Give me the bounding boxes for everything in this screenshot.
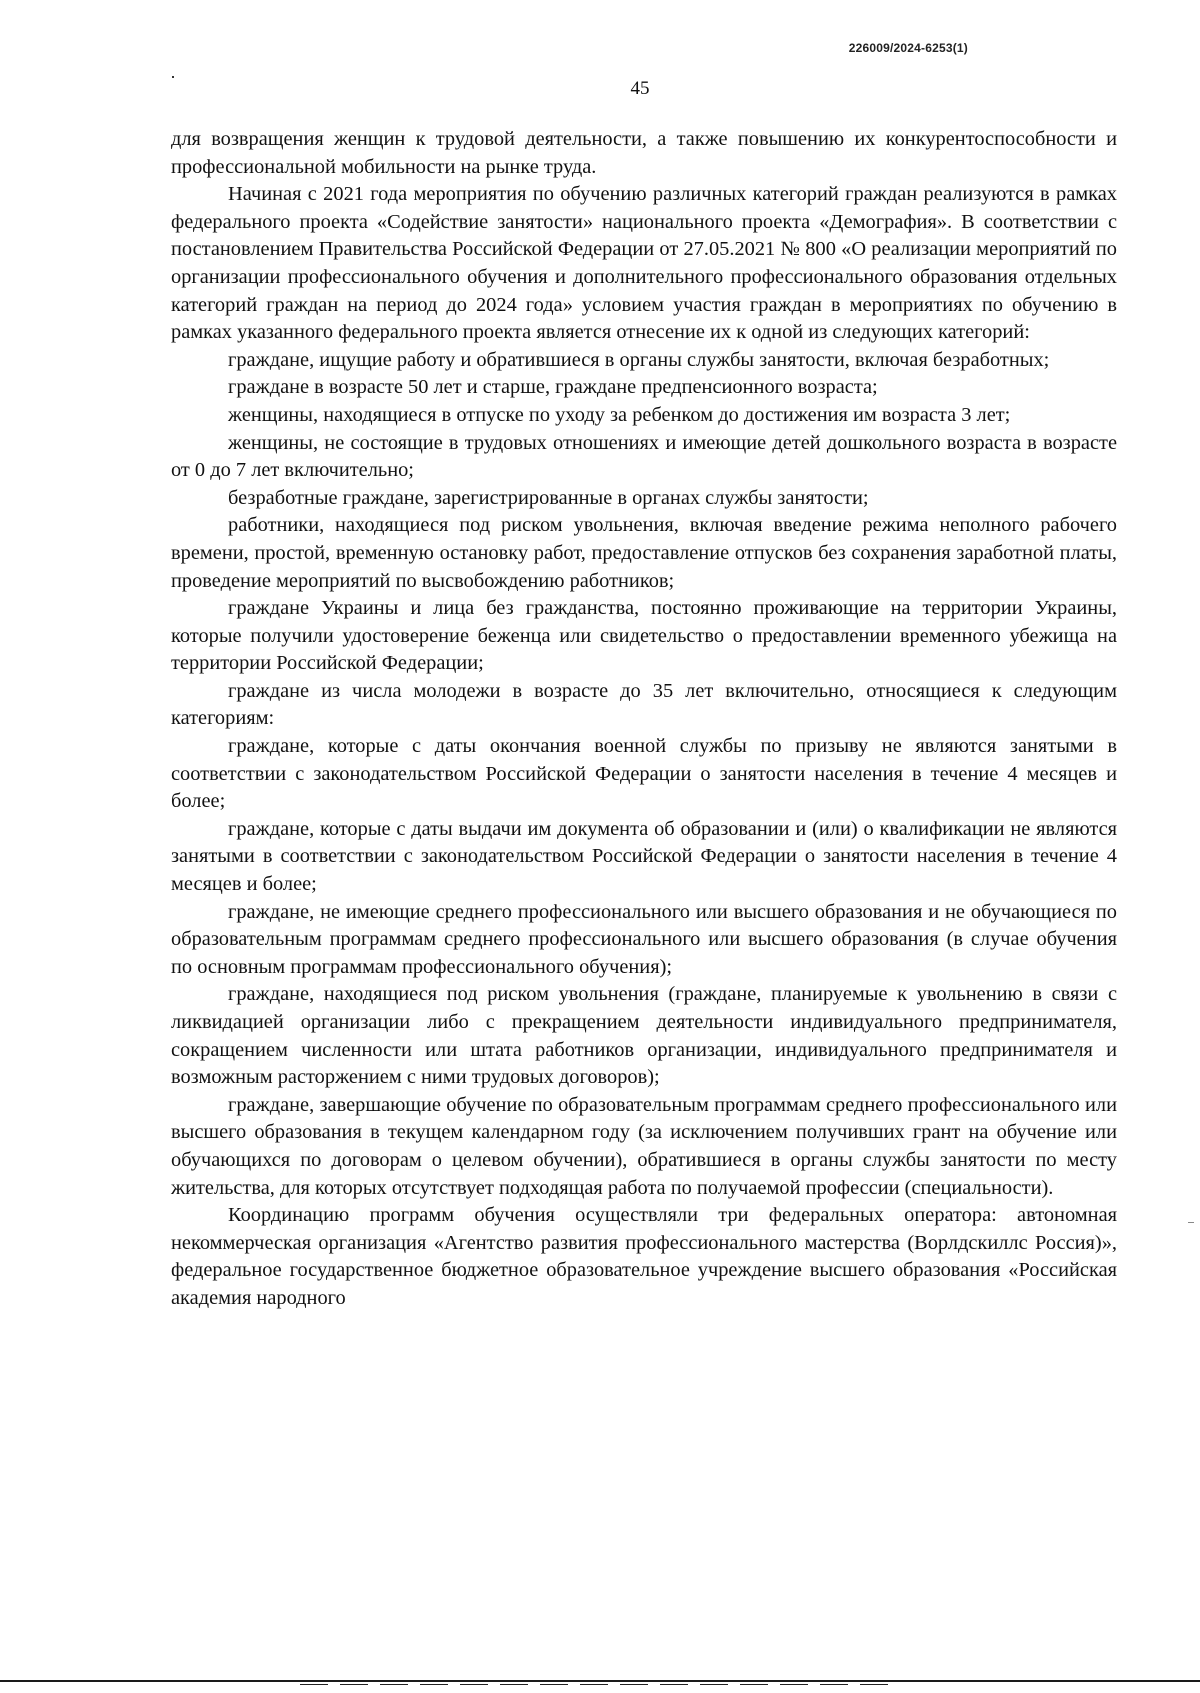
list-item: женщины, находящиеся в отпуске по уходу за ребенком до достижения им возраста 3 лет; (228, 403, 1011, 426)
scan-bottom-line (0, 1680, 1200, 1682)
list-item: граждане, завершающие обучение по образовательным программам среднего профессионального или высшего образования в текущем календарном году (за исключением получивших грант на обучение или обучающихся по договорам о целевом обучении), обратившиеся в органы службы занятости по месту жительства, для которых отсутствует подходящая работа по получаемой профессии (специальности). (171, 1093, 1117, 1199)
body-text (171, 126, 1117, 1313)
document-id: 226009/2024-6253(1) (848, 41, 968, 55)
list-item: граждане, находящиеся под риском увольнения (граждане, планируемые к увольнению в связи с ликвидацией организации либо с прекращением деятельности индивидуального предпринимателя, сокращением численности или штата работников организации, индивидуального предпринимателя и возможным расторжением с ними трудовых договоров); (171, 983, 1117, 1089)
list-item: женщины, не состоящие в трудовых отношениях и имеющие детей дошкольного возраста в возрасте от 0 до 7 лет включительно; (171, 431, 1117, 482)
scan-edge-mark (1188, 1222, 1194, 1223)
list-item: работники, находящиеся под риском увольнения, включая введение режима неполного рабочего времени, простой, временную остановку работ, предоставление отпусков без сохранения заработной платы, проведение мероприятий по высвобождению работников; (171, 514, 1117, 592)
list-item: граждане, ищущие работу и обратившиеся в органы службы занятости, включая безработных; (228, 348, 1050, 371)
paragraph: Начиная с 2021 года мероприятия по обучению различных категорий граждан реализуются в рамках федерального проекта «Содействие занятости» национального проекта «Демография». В соответствии с постановлением Правительства Российской Федерации от 27.05.2021 № 800 «О реализации мероприятий по организации профессионального обучения и дополнительного профессионального образования отдельных категорий граждан на период до 2024 года» условием участия граждан в мероприятиях по обучению в рамках указанного федерального проекта является отнесение их к одной из следующих категорий: (171, 183, 1117, 344)
scan-bottom-dashes (300, 1684, 900, 1685)
paragraph: для возвращения женщин к трудовой деятельности, а также повышению их конкурентоспособности и профессиональной мобильности на рынке труда. (171, 128, 1117, 178)
paragraph: Координацию программ обучения осуществляли три федеральных оператора: автономная некоммерческая организация «Агентство развития профессионального мастерства (Ворлдскиллс Россия)», федеральное государственное бюджетное образовательное учреждение высшего образования «Российская академия народного (171, 1204, 1117, 1309)
list-item: граждане Украины и лица без гражданства, постоянно проживающие на территории Украины, которые получили удостоверение беженца или свидетельство о предоставлении временного убежища на территории Российской Федерации; (171, 597, 1117, 675)
list-item: граждане, которые с даты выдачи им документа об образовании и (или) о квалификации не являются занятыми в соответствии с законодательством Российской Федерации о занятости населения в течение 4 месяцев и более; (171, 817, 1117, 896)
page-number: 45 (630, 78, 650, 99)
list-item: граждане из числа молодежи в возрасте до 35 лет включительно, относящиеся к следующим категориям: (171, 679, 1117, 730)
list-item: граждане, не имеющие среднего профессионального или высшего образования и не обучающиеся по образовательным программам среднего профессионального или высшего образования (в случае обучения по основным программам профессионального обучения); (171, 900, 1117, 978)
list-item: граждане в возрасте 50 лет и старше, граждане предпенсионного возраста; (228, 376, 878, 399)
list-item: граждане, которые с даты окончания военной службы по призыву не являются занятыми в соответствии с законодательством Российской Федерации о занятости населения в течение 4 месяцев и более; (171, 735, 1117, 813)
list-item: безработные граждане, зарегистрированные в органах службы занятости; (228, 486, 869, 509)
